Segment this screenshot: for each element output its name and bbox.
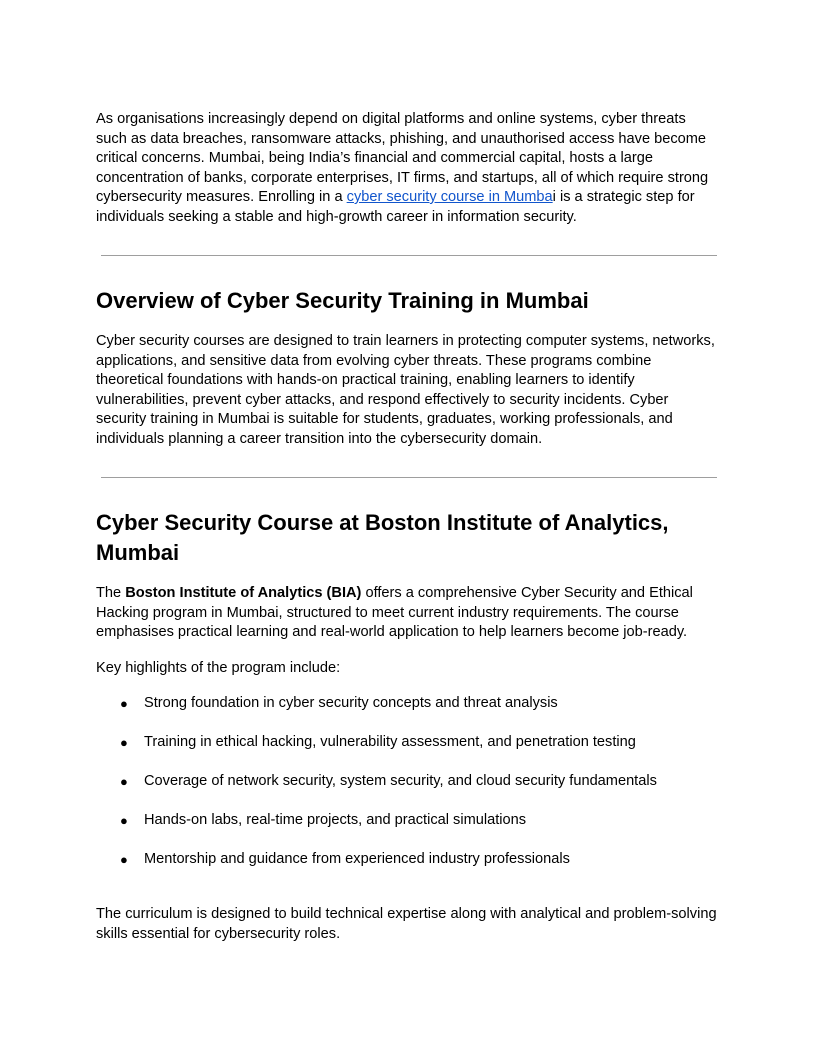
intro-text-before-link: As organisations increasingly depend on digital platforms and online systems, cyber threats such as data breaches, ransomware attacks, phishing, and unauthorised access have become critical concerns. Mumbai, being India’s financial and commercial capital, hosts a large concentration of banks, corporate enterprises, IT firms, and startups, all of which require strong cybersecurity measures. Enrolling in a bbox=[96, 111, 709, 205]
section2-para-prefix: The bbox=[96, 585, 126, 601]
list-item bbox=[96, 733, 720, 753]
list-item bbox=[96, 850, 720, 870]
closing-paragraph: The curriculum is designed to build technical expertise along with analytical and problem-solving skills essential for cybersecurity roles. bbox=[96, 906, 717, 942]
intro-text-after-link: i is a strategic step for individuals seeking a stable and high-growth career in information security. bbox=[96, 189, 695, 225]
list-item bbox=[96, 811, 720, 831]
list-item-text: Coverage of network security, system security, and cloud security fundamentals bbox=[144, 773, 657, 789]
section1-heading: Overview of Cyber Security Training in Mumbai bbox=[96, 288, 589, 313]
section1-body: Cyber security courses are designed to train learners in protecting computer systems, networks, applications, and sensitive data from evolving cyber threats. These programs combine theoretical foundations with hands-on practical training, enabling learners to identify vulnerabilities, prevent cyber attacks, and respond effectively to security incidents. Cyber security training in Mumbai is suitable for students, graduates, working professionals, and individuals planning a career transition into the cybersecurity domain. bbox=[96, 333, 715, 447]
highlights-list bbox=[96, 694, 720, 870]
section2-intro-paragraph bbox=[96, 584, 720, 643]
list-item bbox=[96, 772, 720, 792]
bullet-icon: ● bbox=[120, 735, 128, 750]
document-page bbox=[96, 110, 720, 944]
list-item-text: Mentorship and guidance from experienced industry professionals bbox=[144, 851, 570, 867]
list-item-text: Strong foundation in cyber security concepts and threat analysis bbox=[144, 695, 558, 711]
bullet-icon: ● bbox=[120, 696, 128, 711]
bullet-icon: ● bbox=[120, 852, 128, 867]
list-item-text: Hands-on labs, real-time projects, and practical simulations bbox=[144, 812, 527, 828]
highlights-intro: Key highlights of the program include: bbox=[96, 659, 341, 676]
section2-heading: Cyber Security Course at Boston Institute of Analytics, Mumbai bbox=[96, 510, 669, 565]
intro-paragraph bbox=[96, 110, 720, 227]
section2-para-rest: offers a comprehensive Cyber Security and Ethical Hacking program in Mumbai, structured to meet current industry requirements. The course emphasises practical learning and real-world application to help learners become job-ready. bbox=[96, 585, 693, 640]
bullet-icon: ● bbox=[120, 813, 128, 828]
cyber-security-course-link[interactable]: cyber security course in Mumba bbox=[346, 189, 553, 205]
bullet-icon: ● bbox=[120, 774, 128, 789]
institute-name-bold: Boston Institute of Analytics (BIA) bbox=[125, 585, 362, 601]
list-item-text: Training in ethical hacking, vulnerability assessment, and penetration testing bbox=[144, 734, 636, 750]
list-item bbox=[96, 694, 720, 714]
